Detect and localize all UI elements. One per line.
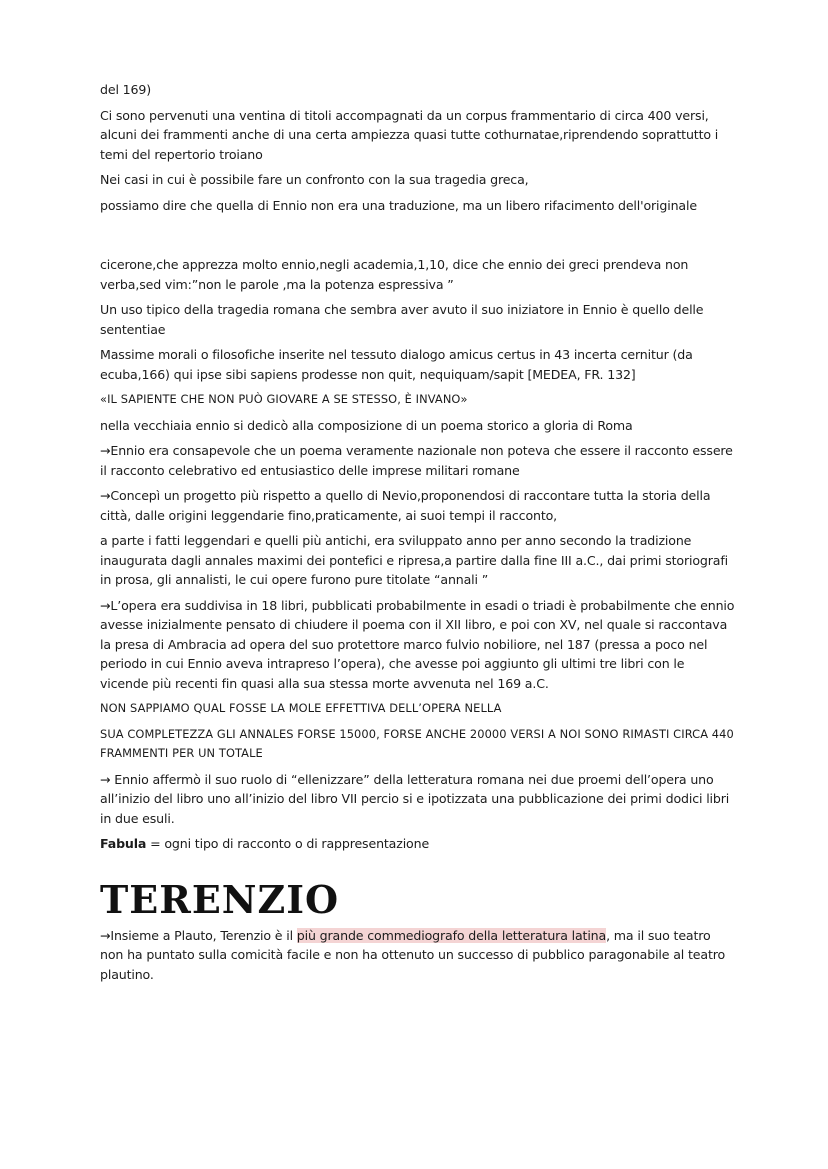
text-line-del169: del 169) xyxy=(100,82,151,97)
paragraph-progetto: →Concepì un progetto più rispetto a quello di Nevio,proponendosi di raccontare tutta la storia della città, dalle origini leggendarie fino,praticamente, ai suoi tempi il racconto, xyxy=(100,488,711,523)
fabula-text: = ogni tipo di racconto o di rappresentazione xyxy=(146,836,430,851)
paragraph-terenzio xyxy=(100,926,736,985)
paragraph-confronto: Nei casi in cui è possibile fare un confronto con la sua tragedia greca, xyxy=(100,172,529,187)
paragraph-proemi: → Ennio affermò il suo ruolo di “ellenizzare” della letteratura romana nei due proemi dell’opera uno all’inizio del libro uno all’inizio del libro VII percio si e ipotizzata una pubblicazione dei primi dodici libri in due esuli. xyxy=(100,771,730,826)
fabula-term: Fabula xyxy=(100,836,147,851)
fabula-definition xyxy=(100,834,736,854)
quote-sapiente: «IL SAPIENTE CHE NON PUÒ GIOVARE A SE STESSO, È INVANO» xyxy=(100,392,468,406)
paragraph-titoli: Ci sono pervenuti una ventina di titoli accompagnati da un corpus frammentario di circa 400 versi, alcuni dei frammenti anche di una certa ampiezza quasi tutte cothurnatae,riprendendo soprattutto i temi del repertorio troiano xyxy=(100,107,719,162)
spacer xyxy=(100,221,736,255)
paragraph-libri: →L’opera era suddivisa in 18 libri, pubblicati probabilmente in esadi o triadi è probabilmente che ennio avesse inizialmente pensato di chiudere il poema con il XII libro, e poi con XV, nel quale si raccontava la presa di Ambracia ad opera del suo protettore marco fulvio nobiliore, nel 187 (pressa a poco nel periodo in cui Ennio aveva intrapreso l’opera), che avesse poi aggiunto gli ultimi tre libri con le vicende più recenti fin quasi alla sua stessa morte avvenuta nel 169 a.C. xyxy=(100,597,735,691)
paragraph-poema-nazionale: →Ennio era consapevole che un poema veramente nazionale non poteva che essere il racconto essere il racconto celebrativo ed entusiastico delle imprese militari romane xyxy=(100,443,733,478)
paragraph-cicerone: cicerone,che apprezza molto ennio,negli academia,1,10, dice che ennio dei greci prendeva non verba,sed vim:”non le parole ,ma la potenza espressiva ” xyxy=(100,257,689,292)
paragraph-rifacimento: possiamo dire che quella di Ennio non era una traduzione, ma un libero rifacimento dell'originale xyxy=(100,197,697,213)
notes-page xyxy=(100,80,736,990)
terenzio-rest: , ma il suo teatro non ha puntato sulla comicità facile e non ha ottenuto un successo di pubblico paragonabile al teatro plautino. xyxy=(100,927,726,982)
terenzio-intro: →Insieme a Plauto, Terenzio è il xyxy=(100,927,297,943)
paragraph-massime: Massime morali o filosofiche inserite nel tessuto dialogo amicus certus in 43 incerta cernitur (da ecuba,166) qui ipse sibi sapiens prodesse non quit, nequiquam/sapit [MEDEA, FR. 132] xyxy=(100,347,693,382)
caps-mole-opera: NON SAPPIAMO QUAL FOSSE LA MOLE EFFETTIVA DELL’OPERA NELLA xyxy=(100,701,502,715)
caps-completezza: SUA COMPLETEZZA GLI ANNALES FORSE 15000, FORSE ANCHE 20000 VERSI A NOI SONO RIMASTI CIRCA 440 FRAMMENTI PER UN TOTALE xyxy=(100,726,734,760)
paragraph-vecchiaia: nella vecchiaia ennio si dedicò alla composizione di un poema storico a gloria di Roma xyxy=(100,417,633,433)
paragraph-sententiae: Un uso tipico della tragedia romana che sembra aver avuto il suo iniziatore in Ennio è quello delle sententiae xyxy=(100,302,704,337)
section-title-terenzio: TERENZIO xyxy=(100,876,340,922)
highlighted-text: più grande commediografo della letteratura latina xyxy=(296,927,607,943)
paragraph-anno-per-anno: a parte i fatti leggendari e quelli più antichi, era sviluppato anno per anno secondo la tradizione inaugurata dagli annales maximi dei pontefici e ripresa,a partire dalla fine III a.C., dai primi storiografi in prosa, gli annalisti, le cui opere furono pure titolate “annali ” xyxy=(100,533,728,587)
